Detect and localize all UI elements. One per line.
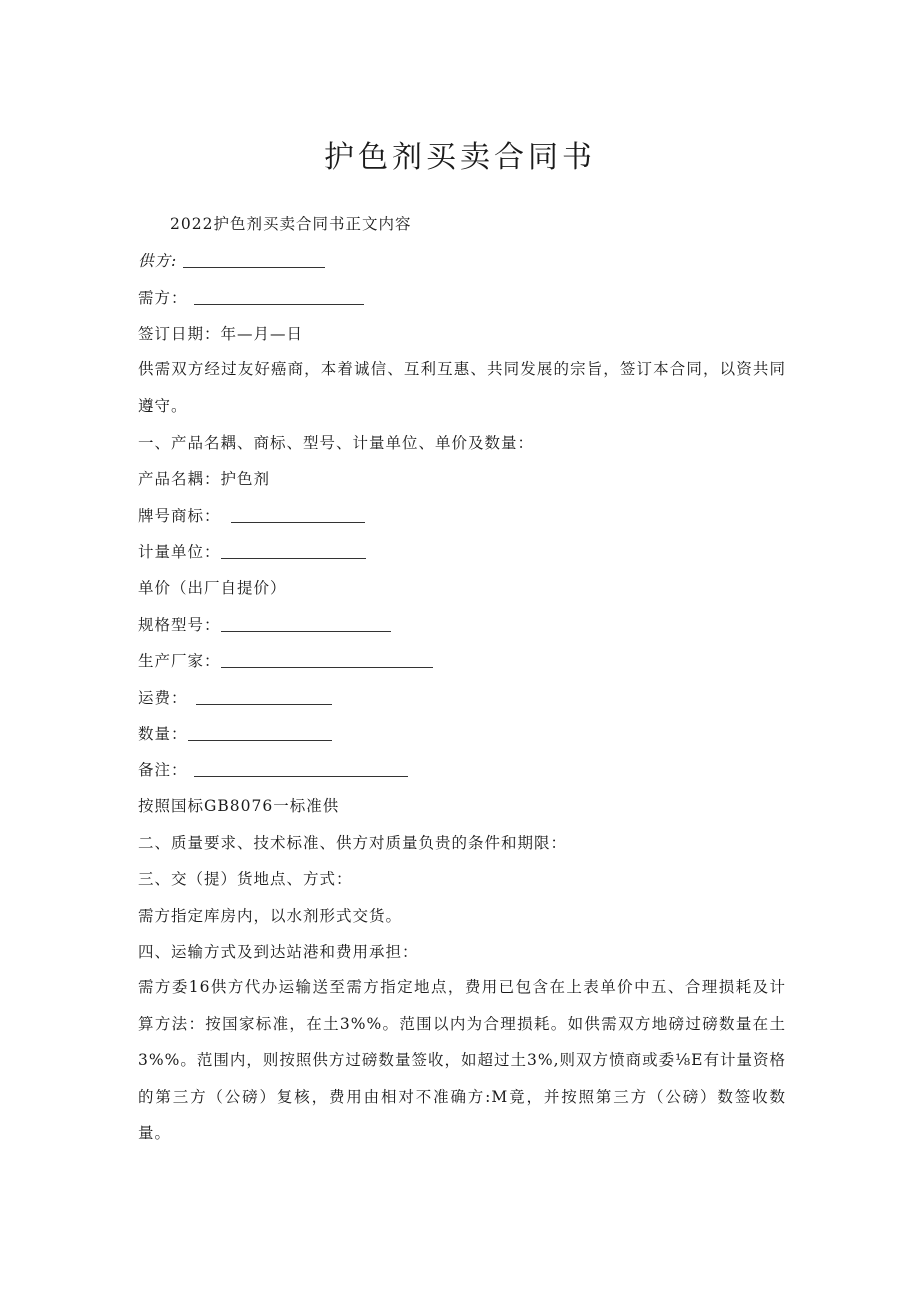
spec-label: 规格型号：	[138, 616, 221, 634]
freight-label: 运费：	[138, 689, 188, 707]
section4-body: 需方委16供方代办运输送至需方指定地点，费用已包含在上表单价中五、合理损耗及计算方法：按国家标准，在土3%%。范围以内为合理损耗。如供需双方地磅过磅数量在土3%%。范围内，则按照供方过磅数量签收，如超过土3%,则双方愤商或委⅛E有计量资格的第三方（公磅）复核，费用由相对不准确方:M竟，并按照第三方（公磅）数签收数量。	[138, 978, 786, 1142]
intro-paragraph: 供需双方经过友好癌商，本着诚信、互利互惠、共同发展的宗旨，签订本合同，以资共同遵守。	[138, 360, 786, 415]
supplier-blank	[183, 253, 325, 268]
standard-line: 按照国标GB8076一标准供	[138, 797, 340, 815]
document-title: 护色剂买卖合同书	[324, 140, 596, 175]
sign-date: 签订日期：年—月—日	[138, 325, 304, 343]
buyer-blank	[194, 290, 364, 305]
supplier-field	[138, 251, 325, 271]
section3-heading: 三、交（提）货地点、方式：	[138, 870, 353, 888]
brand-field	[138, 506, 365, 526]
document-subtitle: 2022护色剂买卖合同书正文内容	[170, 215, 412, 233]
remarks-blank	[194, 762, 408, 777]
buyer-label: 需方：	[138, 289, 188, 307]
remarks-label: 备注：	[138, 761, 188, 779]
supplier-label: 供方:	[138, 252, 178, 270]
remarks-field	[138, 760, 408, 780]
section3-body: 需方指定库房内，以水剂形式交货。	[138, 907, 403, 925]
unit-blank	[221, 544, 366, 559]
manufacturer-blank	[221, 653, 433, 668]
section1-heading: 一、产品名耦、商标、型号、计量单位、单价及数量：	[138, 434, 535, 452]
quantity-field	[138, 724, 332, 744]
product-name: 产品名耦：护色剂	[138, 470, 271, 488]
price-field: 单价（出厂自提价）	[138, 579, 287, 597]
freight-blank	[196, 690, 332, 705]
section2-heading: 二、质量要求、技术标准、供方对质量负贵的条件和期限：	[138, 834, 568, 852]
freight-field	[138, 688, 332, 708]
brand-blank	[231, 508, 365, 523]
quantity-label: 数量：	[138, 725, 188, 743]
spec-blank	[221, 617, 391, 632]
unit-label: 计量单位：	[138, 543, 221, 561]
unit-field	[138, 542, 366, 562]
section4-heading: 四、运输方式及到达站港和费用承担：	[138, 943, 419, 961]
manufacturer-field	[138, 651, 433, 671]
brand-label: 牌号商标：	[138, 507, 221, 525]
buyer-field	[138, 288, 364, 308]
quantity-blank	[188, 726, 332, 741]
spec-field	[138, 615, 391, 635]
manufacturer-label: 生产厂家：	[138, 652, 221, 670]
